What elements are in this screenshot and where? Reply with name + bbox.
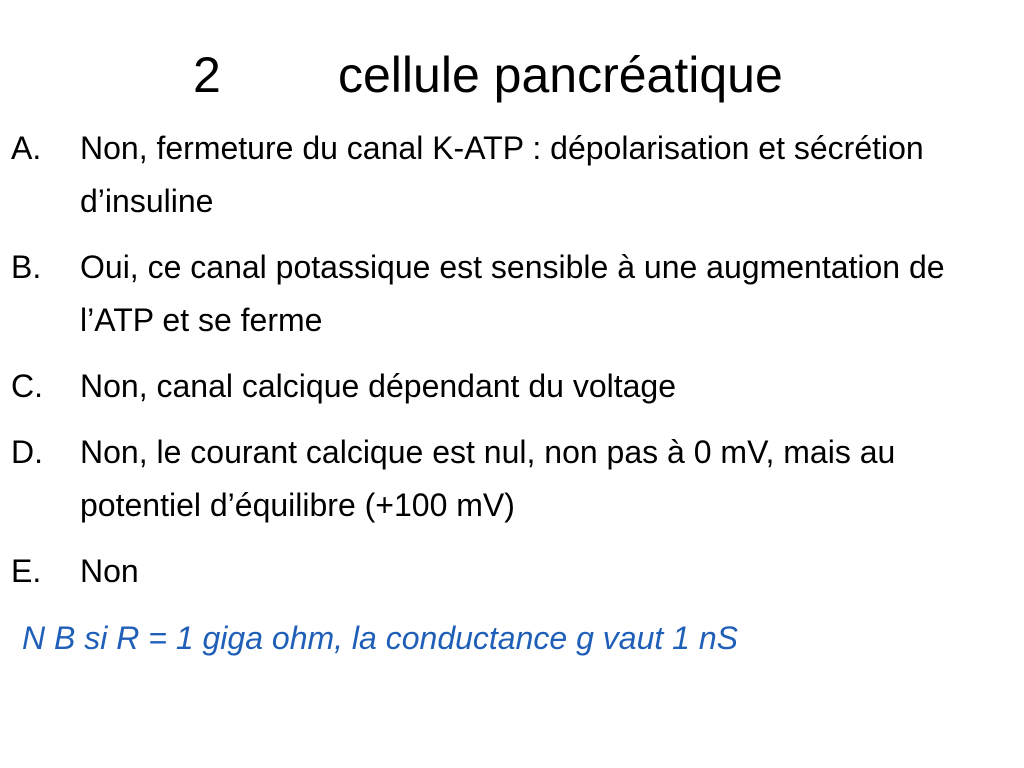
answer-letter: B. <box>11 249 42 285</box>
answer-item-c <box>0 360 1024 413</box>
slide-title <box>0 40 1024 110</box>
answer-item-d <box>0 426 1024 532</box>
answer-list <box>0 122 1024 598</box>
answer-letter: D. <box>11 434 43 470</box>
note-text: N B si R = 1 giga ohm, la conductance g vaut 1 nS <box>22 620 738 656</box>
answer-item-b <box>0 241 1024 347</box>
title-text: cellule pancréatique <box>338 47 783 103</box>
answer-item-a <box>0 122 1024 228</box>
answer-letter: E. <box>11 553 42 589</box>
answer-text: Oui, ce canal potassique est sensible à une augmentation de l’ATP et se ferme <box>80 249 945 338</box>
question-number: 2 <box>193 47 221 103</box>
answer-letter: A. <box>11 130 42 166</box>
answer-letter: C. <box>11 368 43 404</box>
answer-text: Non, fermeture du canal K-ATP : dépolarisation et sécrétion d’insuline <box>80 130 924 219</box>
answer-text: Non <box>80 553 139 589</box>
answer-text: Non, le courant calcique est nul, non pas à 0 mV, mais au potentiel d’équilibre (+100 mV) <box>80 434 896 523</box>
answer-text: Non, canal calcique dépendant du voltage <box>80 368 676 404</box>
answer-item-e <box>0 545 1024 598</box>
